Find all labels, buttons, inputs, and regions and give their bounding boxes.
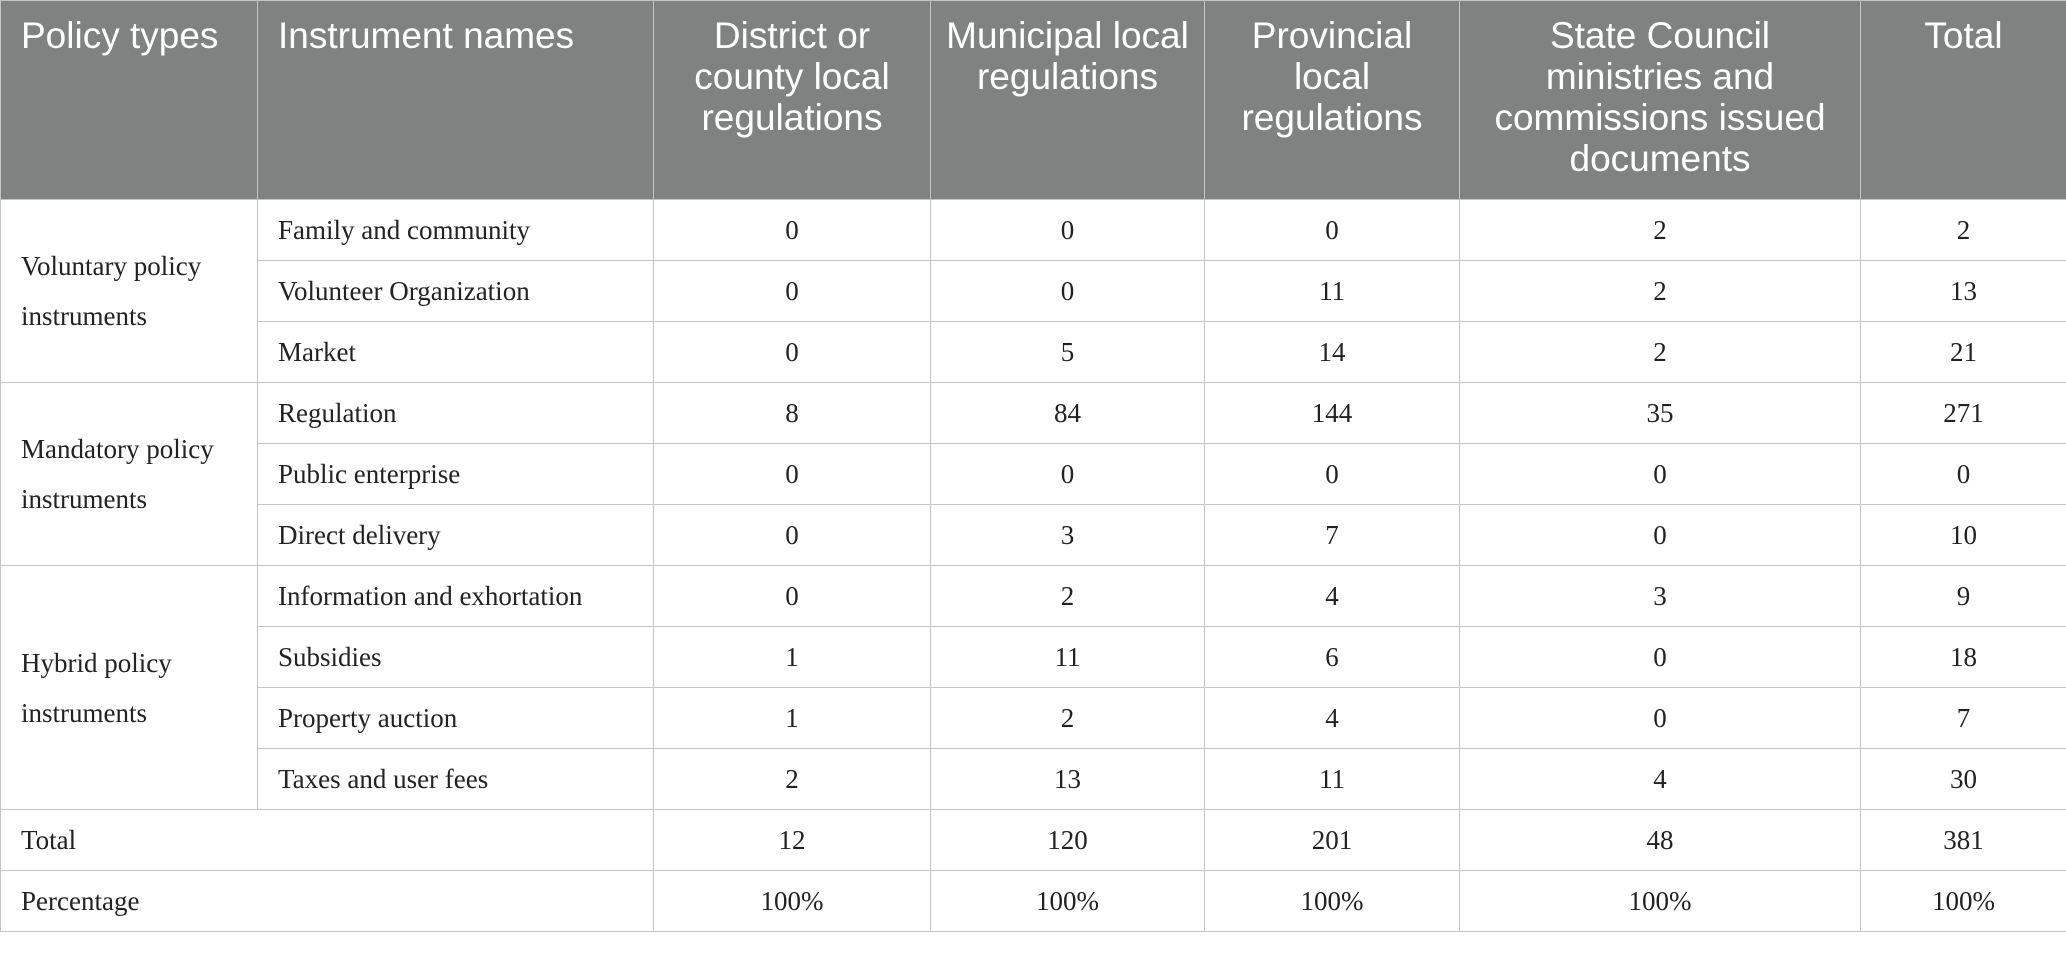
header-state-council: State Council ministries and commissions issued documents	[1460, 1, 1861, 200]
table-row	[1, 383, 2066, 444]
cell-total: 30	[1861, 749, 2066, 810]
instrument-name: Regulation	[258, 383, 654, 444]
table-row	[1, 566, 2066, 627]
cell-total: 18	[1861, 627, 2066, 688]
cell-provincial: 144	[1205, 383, 1460, 444]
cell-municipal: 2	[931, 566, 1205, 627]
cell-state-council: 4	[1460, 749, 1861, 810]
cell-municipal: 5	[931, 322, 1205, 383]
cell-state-council: 2	[1460, 200, 1861, 261]
header-municipal: Municipal local regulations	[931, 1, 1205, 200]
cell-district: 8	[654, 383, 931, 444]
cell-district: 0	[654, 261, 931, 322]
cell-municipal: 2	[931, 688, 1205, 749]
instrument-name: Subsidies	[258, 627, 654, 688]
cell-total: 21	[1861, 322, 2066, 383]
cell-total: 13	[1861, 261, 2066, 322]
policy-type-line2: instruments	[21, 697, 147, 728]
cell-provincial: 0	[1205, 444, 1460, 505]
instrument-name: Taxes and user fees	[258, 749, 654, 810]
policy-type-hybrid	[1, 566, 258, 810]
cell-state-council: 0	[1460, 505, 1861, 566]
cell-district: 2	[654, 749, 931, 810]
cell-state-council: 0	[1460, 444, 1861, 505]
totals-label: Total	[1, 810, 654, 871]
header-row	[1, 1, 2066, 200]
cell-state-council: 48	[1460, 810, 1861, 871]
policy-type-line2: instruments	[21, 484, 147, 514]
table-row	[1, 200, 2066, 261]
cell-total: 9	[1861, 566, 2066, 627]
cell-district: 1	[654, 688, 931, 749]
instrument-name: Family and community	[258, 200, 654, 261]
cell-total: 7	[1861, 688, 2066, 749]
table-row	[1, 261, 2066, 322]
cell-municipal: 0	[931, 200, 1205, 261]
cell-total: 10	[1861, 505, 2066, 566]
cell-municipal: 120	[931, 810, 1205, 871]
table-row	[1, 322, 2066, 383]
header-instrument-names: Instrument names	[258, 1, 654, 200]
cell-district: 100%	[654, 871, 931, 932]
instrument-name: Information and exhortation	[258, 566, 654, 627]
cell-provincial: 0	[1205, 200, 1460, 261]
cell-state-council: 0	[1460, 688, 1861, 749]
instrument-name: Market	[258, 322, 654, 383]
cell-total: 271	[1861, 383, 2066, 444]
cell-provincial: 7	[1205, 505, 1460, 566]
cell-state-council: 3	[1460, 566, 1861, 627]
cell-provincial: 11	[1205, 749, 1460, 810]
policy-type-line1: Hybrid policy	[21, 647, 172, 678]
cell-provincial: 4	[1205, 566, 1460, 627]
cell-total: 381	[1861, 810, 2066, 871]
instrument-name: Public enterprise	[258, 444, 654, 505]
cell-municipal: 11	[931, 627, 1205, 688]
table-row	[1, 444, 2066, 505]
cell-state-council: 2	[1460, 322, 1861, 383]
cell-provincial: 14	[1205, 322, 1460, 383]
cell-state-council: 100%	[1460, 871, 1861, 932]
table-row	[1, 627, 2066, 688]
header-provincial: Provincial local regulations	[1205, 1, 1460, 200]
cell-state-council: 0	[1460, 627, 1861, 688]
cell-municipal: 0	[931, 444, 1205, 505]
cell-municipal: 3	[931, 505, 1205, 566]
percentage-row	[1, 871, 2066, 932]
cell-total: 0	[1861, 444, 2066, 505]
policy-type-line1: Voluntary policy	[21, 251, 202, 281]
cell-provincial: 201	[1205, 810, 1460, 871]
cell-total: 100%	[1861, 871, 2066, 932]
cell-municipal: 0	[931, 261, 1205, 322]
table-row	[1, 749, 2066, 810]
cell-district: 0	[654, 505, 931, 566]
cell-provincial: 6	[1205, 627, 1460, 688]
instrument-name: Property auction	[258, 688, 654, 749]
cell-provincial: 4	[1205, 688, 1460, 749]
cell-total: 2	[1861, 200, 2066, 261]
cell-municipal: 84	[931, 383, 1205, 444]
cell-state-council: 35	[1460, 383, 1861, 444]
cell-district: 0	[654, 322, 931, 383]
cell-district: 0	[654, 200, 931, 261]
cell-municipal: 100%	[931, 871, 1205, 932]
table-row	[1, 505, 2066, 566]
instrument-name: Volunteer Organization	[258, 261, 654, 322]
totals-row	[1, 810, 2066, 871]
percentage-label: Percentage	[1, 871, 654, 932]
table-row	[1, 688, 2066, 749]
policy-type-line1: Mandatory policy	[21, 434, 214, 464]
cell-state-council: 2	[1460, 261, 1861, 322]
cell-district: 12	[654, 810, 931, 871]
cell-municipal: 13	[931, 749, 1205, 810]
cell-provincial: 100%	[1205, 871, 1460, 932]
cell-district: 0	[654, 566, 931, 627]
header-district-county: District or county local regulations	[654, 1, 931, 200]
header-policy-types: Policy types	[1, 1, 258, 200]
cell-district: 1	[654, 627, 931, 688]
policy-type-mandatory	[1, 383, 258, 566]
cell-provincial: 11	[1205, 261, 1460, 322]
instrument-name: Direct delivery	[258, 505, 654, 566]
policy-type-line2: instruments	[21, 301, 147, 331]
policy-type-voluntary	[1, 200, 258, 383]
cell-district: 0	[654, 444, 931, 505]
header-total: Total	[1861, 1, 2066, 200]
